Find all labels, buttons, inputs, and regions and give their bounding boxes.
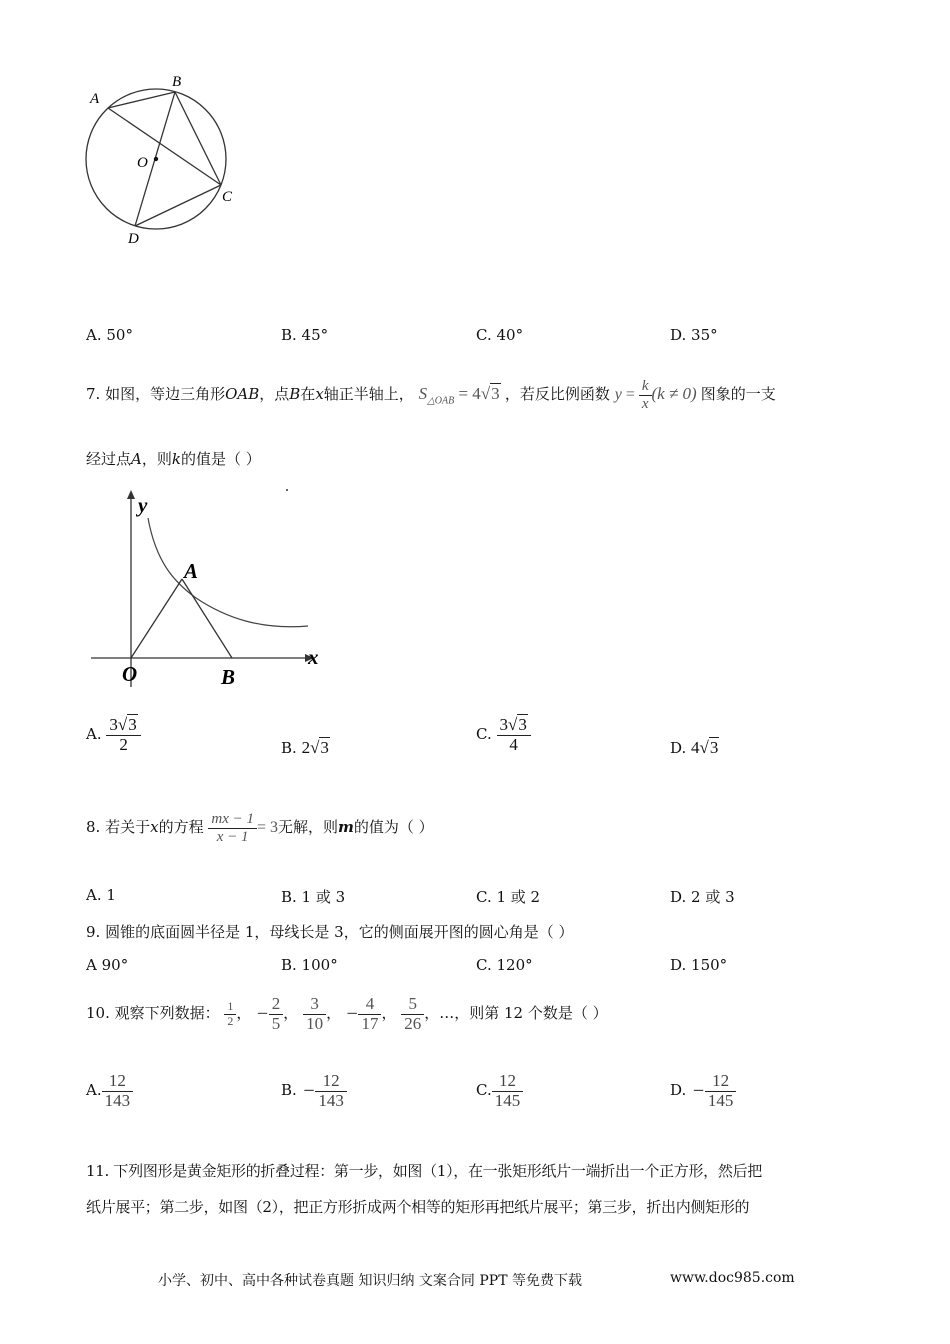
q7-option-a-sqrt: √3 (117, 715, 137, 734)
q7-area-sub: △OAB (427, 395, 455, 407)
q9-option-a: A 90° (86, 956, 129, 974)
q7-option-d-value (691, 738, 719, 757)
q10-option-a-label: A. (86, 1081, 102, 1100)
q10-option-c-num: 12 (492, 1072, 524, 1092)
q6-option-d: D. 35° (670, 326, 718, 344)
q9-question: 9. 圆锥的底面圆半径是 1，母线长是 3，它的侧面展开图的圆心角是（ ） (86, 923, 574, 941)
q7-option-d-coef: 4 (691, 738, 700, 757)
q10-option-c-label: C. (476, 1081, 492, 1100)
q10-sep-1: ， (236, 1004, 252, 1022)
q10-option-a (86, 1072, 133, 1110)
q7-text-5: ，若反比例函数 (504, 385, 610, 403)
q7-graph-figure (86, 482, 326, 692)
q6-circle-figure (80, 72, 250, 252)
footer-text: 小学、初中、高中各种试卷真题 知识归纳 文案合同 PPT 等免费下载 (158, 1273, 582, 1289)
q11-line-1: 11. 下列图形是黄金矩形的折叠过程：第一步，如图（1），在一张矩形纸片一端折出一个正方形，然后把 (86, 1162, 762, 1180)
q7-func-eq: = (621, 386, 639, 403)
q7-option-d-sqrt: √3 (699, 738, 719, 757)
q7-oab: OAB (225, 385, 260, 403)
q7-area-s: S (418, 384, 428, 403)
q7-area-formula (418, 384, 505, 407)
q7-text-3: 在 (300, 385, 316, 403)
q7-option-a-num (106, 716, 140, 736)
q7-area-rad: 3 (491, 384, 500, 403)
q7-text-2: ，点 (259, 385, 290, 403)
q8-text-4: 的值为（ ） (353, 818, 434, 836)
q6-option-c: C. 40° (476, 326, 524, 344)
q6-option-a: A. 50° (86, 326, 133, 344)
q7-option-a-label: A. (86, 725, 102, 744)
q8-option-a: A. 1 (86, 886, 116, 904)
q9-option-d: D. 150° (670, 956, 728, 974)
q10-seq-5-den: 26 (404, 1013, 422, 1033)
q7-option-b-value (302, 738, 330, 757)
q7-option-b-rad: 3 (320, 738, 329, 757)
q10-seq-2-den: 5 (271, 1013, 281, 1033)
q7-option-b-label: B. (281, 739, 297, 757)
q8-num: mx − 1 (208, 811, 257, 829)
q8-x: x (150, 818, 159, 836)
label-y: y (138, 493, 148, 517)
stray-dot (286, 489, 288, 491)
q7-option-a-coef: 3 (109, 715, 118, 734)
q8-text-1: 8. 若关于 (86, 818, 151, 836)
q6-option-b: B. 45° (281, 326, 329, 344)
q10-option-b-num: 12 (315, 1072, 347, 1092)
q7-func-cond: (k ≠ 0) (651, 384, 697, 403)
q7-func-y: y (614, 386, 622, 403)
q10-option-b-label: B. (281, 1081, 297, 1100)
q10-seq-3-den: 10 (306, 1013, 324, 1033)
q7-x: x (315, 385, 324, 403)
label-o: O (137, 155, 148, 171)
q9-option-c: C. 120° (476, 956, 533, 974)
q10-seq-4 (358, 995, 381, 1033)
label-a: A (184, 559, 199, 583)
q7-option-c-num (497, 716, 531, 736)
q7-option-c-den: 4 (509, 734, 518, 754)
center-dot (154, 157, 158, 161)
q7-func-frac (639, 378, 652, 412)
q8-frac (208, 811, 257, 845)
q7-point-a: A (131, 450, 142, 468)
q7-option-b (281, 738, 330, 758)
q7-option-a-den: 2 (119, 734, 128, 754)
q7-k: k (171, 450, 181, 468)
q10-question (86, 988, 608, 1038)
footer-link[interactable]: www.doc985.com (670, 1270, 795, 1286)
segment-oa (131, 579, 182, 658)
label-b: B (172, 74, 182, 90)
q8-option-c: C. 1 或 2 (476, 888, 541, 906)
q7-option-a-frac (106, 716, 140, 754)
q10-suffix: ，…，则第 12 个数是（ ） (424, 1004, 608, 1022)
q7-text-4: 轴正半轴上， (323, 385, 414, 403)
q10-seq-1-den: 2 (227, 1013, 234, 1028)
q7-option-d-label: D. (670, 739, 687, 757)
label-c: C (222, 189, 233, 205)
q7-option-b-sqrt: √3 (310, 738, 329, 757)
q8-den: x − 1 (216, 828, 249, 845)
q10-seq-3-num: 3 (303, 995, 326, 1015)
q10-option-d-frac (705, 1072, 737, 1110)
q7-option-c-sqrt: √3 (508, 715, 527, 734)
q10-option-c-frac (492, 1072, 524, 1110)
q7-text-1: 7. 如图，等边三角形 (86, 385, 226, 403)
q7-func-x: x (641, 395, 649, 412)
q7-line2-a: 经过点 (86, 450, 132, 468)
q10-seq-4-sign: − (345, 1004, 359, 1022)
q10-option-d-den: 145 (707, 1090, 734, 1110)
q10-seq-4-num: 4 (358, 995, 381, 1015)
q10-sep-4: ， (381, 1004, 397, 1022)
q8-equation (208, 811, 279, 845)
q10-option-a-frac (102, 1072, 134, 1110)
hyperbola-curve (148, 518, 308, 627)
q10-seq-1-num: 1 (224, 1000, 236, 1014)
q10-seq-3 (303, 995, 326, 1033)
q10-seq-5-num: 5 (401, 995, 424, 1015)
q7-option-c (476, 716, 531, 754)
q10-option-b-sign: − (302, 1081, 316, 1100)
q7-line-1 (86, 372, 776, 416)
q7-line2-c: 的值是（ ） (180, 450, 261, 468)
q9-option-b: B. 100° (281, 956, 338, 974)
chord-ac (108, 108, 221, 185)
q10-option-b-frac (315, 1072, 347, 1110)
q8-text-2: 的方程 (158, 818, 204, 836)
label-a: A (90, 91, 100, 107)
q8-option-b: B. 1 或 3 (281, 888, 346, 906)
chord-bc (175, 92, 221, 185)
q7-func-k: k (639, 378, 652, 396)
q8-text-3: 无解，则 (278, 818, 339, 836)
segment-ab (182, 579, 232, 658)
label-d: D (128, 231, 139, 247)
label-x: x (308, 645, 319, 669)
q7-line-2 (86, 448, 261, 469)
q7-option-d-rad: 3 (709, 738, 719, 757)
q10-option-d (670, 1072, 736, 1110)
q7-function (614, 378, 701, 412)
q8-eq: = 3 (256, 819, 279, 836)
q7-b: B (289, 385, 301, 403)
q10-sep-2: ， (283, 1004, 299, 1022)
label-b: B (221, 665, 236, 689)
q10-option-c (476, 1072, 523, 1110)
q7-area-eq: = 4 (454, 384, 481, 403)
q7-option-a-rad: 3 (128, 715, 137, 734)
q7-option-a (86, 716, 141, 754)
q10-seq-2-num: 2 (269, 995, 284, 1015)
q10-option-d-sign: − (692, 1081, 705, 1100)
q10-seq-4-den: 17 (361, 1013, 379, 1033)
q10-seq-5 (401, 995, 424, 1033)
q8-option-d: D. 2 或 3 (670, 888, 735, 906)
q10-option-d-num: 12 (705, 1072, 737, 1092)
q10-option-a-den: 143 (104, 1090, 131, 1110)
q10-option-c-den: 145 (494, 1090, 521, 1110)
q8-m: m (338, 818, 354, 836)
q10-option-d-label: D. (670, 1081, 687, 1100)
q7-option-d (670, 738, 719, 758)
y-axis-arrow-icon (127, 490, 135, 499)
q10-option-b-den: 143 (318, 1090, 344, 1110)
q8-question (86, 802, 434, 852)
q7-option-b-coef: 2 (301, 738, 311, 757)
q7-option-c-coef: 3 (499, 715, 508, 734)
q7-option-c-label: C. (476, 725, 492, 744)
q7-text-6: 图象的一支 (700, 385, 776, 403)
q11-line-2: 纸片展平；第二步，如图（2），把正方形折成两个相等的矩形再把纸片展平；第三步，折出内侧矩形的 (86, 1198, 750, 1216)
label-o: O (122, 662, 138, 686)
q10-seq-2-sign: − (256, 1004, 269, 1022)
q10-seq-2 (269, 995, 284, 1033)
q10-option-b (281, 1072, 347, 1110)
q10-seq-1 (224, 1000, 236, 1027)
q10-prefix: 10. 观察下列数据： (86, 1004, 220, 1022)
q7-option-c-frac (497, 716, 531, 754)
q7-line2-b: ，则 (141, 450, 172, 468)
q7-area-sqrt: √3 (480, 384, 500, 403)
q10-option-a-num: 12 (102, 1072, 134, 1092)
q7-option-c-rad: 3 (518, 715, 527, 734)
q10-sep-3: ， (326, 1004, 342, 1022)
